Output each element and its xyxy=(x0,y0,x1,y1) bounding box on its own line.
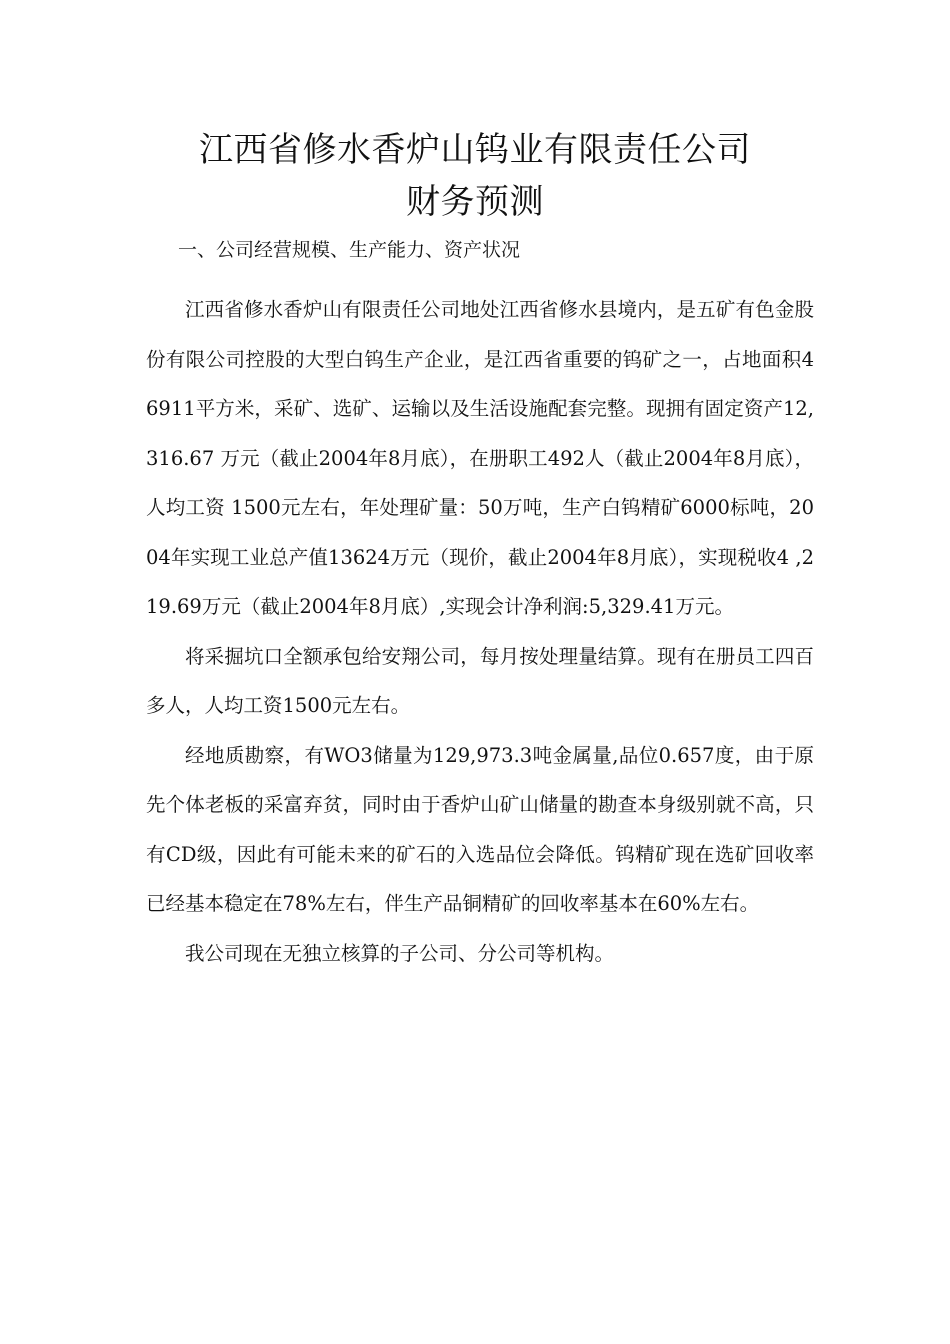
document-title-line2: 财务预测 xyxy=(406,182,544,222)
section-heading: 一、公司经营规模、生产能力、资产状况 xyxy=(178,239,521,261)
paragraph-subsidiaries: 我公司现在无独立核算的子公司、分公司等机构。 xyxy=(185,941,615,965)
paragraph-contracting: 将采掘坑口全额承包给安翔公司，每月按处理量结算。现有在册员工四百多人，人均工资1500元左右。 xyxy=(146,644,814,717)
document-body xyxy=(146,285,814,978)
paragraph-company-overview: 江西省修水香炉山有限责任公司地处江西省修水县境内，是五矿有色金股份有限公司控股的大型白钨生产企业，是江西省重要的钨矿之一，占地面积46911平方米，采矿、选矿、运输以及生活设施配套完整。现拥有固定资产12,316.67 万元（截止2004年8月底），在册职工492人（截止2004年8月底），人均工资 1500元左右，年处理矿量：50万吨，生产白钨精矿6000标吨，2004年实现工业总产值13624万元（现价，截止2004年8月底），实现税收4 ,219.69万元（截止2004年8月底）,实现会计净利润:5,329.41万元。 xyxy=(146,298,814,618)
document-title-line1: 江西省修水香炉山钨业有限责任公司 xyxy=(199,130,751,170)
paragraph-geology: 经地质勘察，有WO3储量为129,973.3吨金属量,品位0.657度，由于原先个体老板的采富弃贫，同时由于香炉山矿山储量的勘查本身级别就不高，只有CD级，因此有可能未来的矿石的入选品位会降低。钨精矿现在选矿回收率已经基本稳定在78%左右，伴生产品铜精矿的回收率基本在60%左右。 xyxy=(146,743,814,915)
